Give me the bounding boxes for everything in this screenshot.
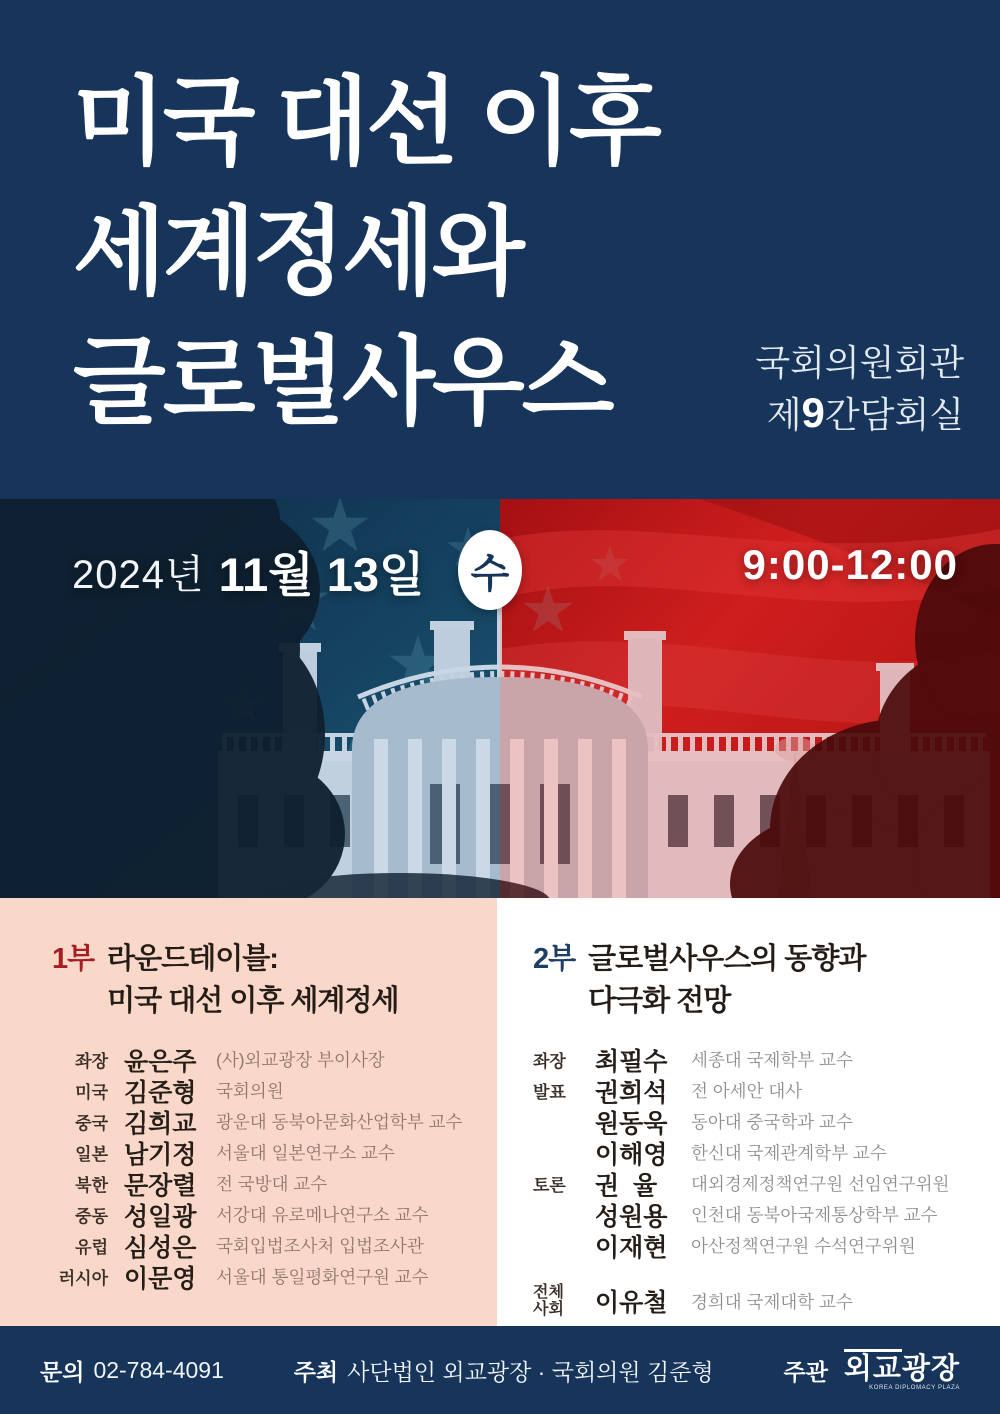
day-of-week: 수 — [470, 551, 510, 596]
speaker-affiliation: 전 국방대 교수 — [216, 1174, 328, 1194]
footer — [0, 1326, 1000, 1414]
date-year: 2024년 — [72, 552, 205, 597]
speaker-name: 남기정 — [124, 1140, 197, 1169]
speaker-name: 권희석 — [595, 1078, 668, 1107]
speaker-row — [533, 1044, 1000, 1075]
speaker-row — [533, 1075, 1000, 1106]
speaker-role: 중동 — [75, 1207, 108, 1226]
speaker-row — [52, 1230, 497, 1261]
speaker-affiliation: 인천대 동북아국제통상학부 교수 — [691, 1205, 938, 1225]
session-1-tag: 1부 — [52, 943, 95, 975]
session-2-tag: 2부 — [533, 943, 576, 975]
speaker-role: 북한 — [75, 1176, 108, 1195]
speaker-name: 최필수 — [595, 1047, 668, 1076]
event-date — [72, 531, 424, 611]
venue-room: 제9간담회실 — [766, 389, 964, 436]
speaker-name: 김희교 — [124, 1109, 197, 1138]
header — [0, 0, 1000, 499]
speaker-name: 성일광 — [124, 1202, 197, 1231]
host-label: 주최 — [293, 1358, 339, 1385]
session-1-speakers — [52, 1044, 497, 1292]
logo-bar — [844, 1349, 902, 1352]
speaker-affiliation: 세종대 국제학부 교수 — [691, 1050, 853, 1070]
session-1 — [0, 898, 497, 1326]
speaker-name: 원동욱 — [595, 1109, 668, 1138]
speaker-role: 좌장 — [533, 1052, 566, 1071]
contact-label: 문의 — [40, 1358, 85, 1385]
speaker-row — [533, 1199, 1000, 1230]
speaker-row — [533, 1281, 1000, 1321]
speaker-role: 일본 — [75, 1145, 108, 1164]
speaker-affiliation: 한신대 국제관계학부 교수 — [691, 1143, 887, 1163]
speaker-affiliation: 전 아세안 대사 — [691, 1081, 803, 1101]
speaker-role: 중국 — [75, 1114, 108, 1133]
speaker-affiliation: 경희대 국제대학 교수 — [691, 1291, 853, 1312]
organizer-logo — [844, 1349, 960, 1391]
session-2-heading — [533, 938, 1000, 1022]
speaker-row — [533, 1230, 1000, 1261]
title-line-2: 세계정세와 — [73, 199, 522, 306]
session-2 — [497, 898, 1000, 1326]
speaker-affiliation: 서울대 일본연구소 교수 — [216, 1143, 395, 1163]
date-month-day: 11월 13일 — [218, 547, 425, 601]
speaker-affiliation: 서강대 유로메나연구소 교수 — [216, 1205, 429, 1225]
host — [294, 1354, 714, 1387]
speaker-row — [52, 1106, 497, 1137]
speaker-role: 토론 — [533, 1176, 566, 1195]
speaker-row — [52, 1168, 497, 1199]
speaker-affiliation: 국회의원 — [216, 1081, 284, 1101]
speaker-role: 발표 — [533, 1083, 566, 1102]
speaker-name: 권 율 — [595, 1171, 658, 1200]
organizer-label: 주관 — [783, 1358, 828, 1385]
speaker-affiliation: 대외경제정책연구원 선임연구위원 — [691, 1174, 950, 1194]
speaker-row — [52, 1075, 497, 1106]
speaker-row — [533, 1137, 1000, 1168]
logo-subtext: KOREA DIPLOMACY PLAZA — [869, 1385, 960, 1391]
speaker-affiliation: 광운대 동북아문화산업학부 교수 — [216, 1112, 463, 1132]
speaker-row — [52, 1044, 497, 1075]
speaker-role: 미국 — [75, 1083, 108, 1102]
speaker-row — [533, 1168, 1000, 1199]
speaker-affiliation: (사)외교광장 부이사장 — [216, 1050, 385, 1070]
speaker-name: 윤은주 — [124, 1047, 197, 1076]
event-title — [73, 58, 659, 448]
speaker-name: 심성은 — [124, 1233, 197, 1262]
speaker-row — [533, 1106, 1000, 1137]
host-value: 사단법인 외교광장 · 국회의원 김준형 — [347, 1358, 714, 1385]
speaker-role: 러시아 — [58, 1269, 108, 1288]
organizer — [783, 1349, 960, 1391]
speaker-row — [52, 1261, 497, 1292]
day-badge — [458, 530, 522, 610]
speaker-name: 이문영 — [124, 1264, 197, 1293]
speaker-name: 이재현 — [595, 1233, 668, 1262]
speaker-name: 성원용 — [595, 1202, 668, 1231]
speaker-role: 전체 사회 — [533, 1283, 564, 1318]
speaker-role: 유럽 — [75, 1238, 108, 1257]
speaker-role: 좌장 — [75, 1052, 108, 1071]
venue — [755, 338, 964, 440]
session-2-speakers — [533, 1044, 1000, 1321]
speaker-affiliation: 국회입법조사처 입법조사관 — [216, 1236, 424, 1256]
speaker-name: 김준형 — [124, 1078, 197, 1107]
event-time: 9:00-12:00 — [742, 541, 958, 588]
session-1-heading — [52, 938, 497, 1022]
speaker-affiliation: 아산정책연구원 수석연구위원 — [691, 1236, 916, 1256]
speaker-name: 문장렬 — [124, 1171, 197, 1200]
speaker-row — [52, 1199, 497, 1230]
contact — [40, 1354, 224, 1387]
session-1-title: 라운드테이블: 미국 대선 이후 세계정세 — [107, 943, 399, 1017]
contact-phone: 02-784-4091 — [93, 1356, 224, 1383]
title-line-3: 글로벌사우스 — [73, 329, 612, 436]
venue-building: 국회의원회관 — [755, 342, 964, 383]
photo-banner — [0, 499, 1000, 898]
speaker-name: 이해영 — [595, 1140, 668, 1169]
session-2-title: 글로벌사우스의 동향과 다극화 전망 — [588, 943, 866, 1017]
program — [0, 898, 1000, 1326]
venue-room-number: 9 — [801, 389, 825, 436]
speaker-row — [52, 1137, 497, 1168]
title-line-1: 미국 대선 이후 — [73, 69, 659, 176]
logo-text: 외교광장 — [843, 1353, 960, 1385]
speaker-name: 이유철 — [595, 1289, 668, 1317]
speaker-affiliation: 동아대 중국학과 교수 — [691, 1112, 853, 1132]
speaker-affiliation: 서울대 통일평화연구원 교수 — [216, 1267, 429, 1287]
